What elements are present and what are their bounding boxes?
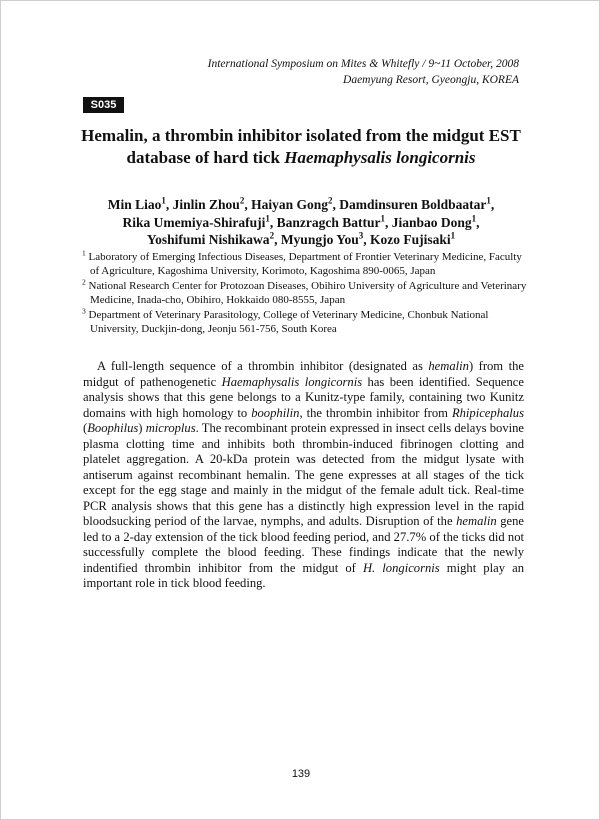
author-affiliation-mark: 1 <box>161 195 166 206</box>
author-name: Damdinsuren Boldbaatar <box>339 197 487 212</box>
affiliation-number: 2 <box>82 277 86 287</box>
conference-line: International Symposium on Mites & Whitefly / 9~11 October, 2008 <box>207 58 519 70</box>
author-name: Jianbao Dong <box>391 214 472 230</box>
author: Yoshifumi Nishikawa$^2$, <box>146 230 281 247</box>
author: Jianbao Dong$^1$, <box>391 213 480 230</box>
paper-title <box>71 125 531 169</box>
author-name: Myungjo You <box>280 232 359 247</box>
author-affiliation-mark: 3 <box>358 230 364 241</box>
page-number: 139 <box>291 768 311 780</box>
author-name: Rika Umemiya-Shirafuji <box>122 214 266 230</box>
author: Rika Umemiya-Shirafuji$^1$, <box>122 213 277 230</box>
abstract-italic-term: Boophilus <box>87 421 139 435</box>
author-affiliation-mark: 1 <box>265 213 270 223</box>
author-affiliation-mark: 1 <box>471 213 477 223</box>
abstract-italic-term: Rhipicephalus <box>451 405 524 420</box>
abstract-italic-term: hemalin <box>428 359 469 373</box>
venue-line: Daemyung Resort, Gyeongju, KOREA <box>343 74 519 86</box>
abstract-italic-term: Haemaphysalis longicornis <box>221 374 363 389</box>
abstract-text: ( <box>83 421 88 435</box>
abstract-italic-term: H. longicornis <box>362 560 440 575</box>
author: Min Liao$^1$, <box>107 195 173 212</box>
title-line-2 <box>71 147 531 169</box>
author: Jinlin Zhou$^2$, <box>172 195 252 212</box>
abstract-text: , the thrombin inhibitor from <box>299 405 452 420</box>
author: Haiyan Gong$^2$, <box>251 195 340 212</box>
author-name: Jinlin Zhou <box>172 197 240 212</box>
author-name: Kozo Fujisaki <box>369 232 451 247</box>
affiliation-text: National Research Center for Protozoan Diseases, Obihiro University of Agriculture and Veterinary Medicine, Inada-cho, Obihiro, Hokkaido 080-8555, Japan <box>88 279 527 307</box>
author-list <box>71 196 531 249</box>
affiliation-text: Laboratory of Emerging Infectious Diseases, Department of Frontier Veterinary Medicine, Faculty of Agriculture, Kagoshima University, Korimoto, Kagoshima 890-0065, Japan <box>88 251 522 278</box>
affiliation-item <box>82 305 532 337</box>
author-name: Yoshifumi Nishikawa <box>146 232 270 247</box>
title-line-1: Hemalin, a thrombin inhibitor isolated from the midgut EST <box>81 126 521 145</box>
author-name: Haiyan Gong <box>251 197 328 212</box>
affiliation-number: 3 <box>82 305 86 315</box>
author: Myungjo You$^3$, <box>280 230 370 247</box>
affiliation-list <box>82 250 532 336</box>
author-affiliation-mark: 1 <box>486 195 491 206</box>
affiliation-item <box>82 250 532 279</box>
title-species: Haemaphysalis longicornis <box>284 148 476 167</box>
author <box>370 232 455 247</box>
abstract-text: has been identified. Sequence analysis shows that this gene belongs to a Kunitz-type family, containing two Kunitz domains with high homology to <box>83 374 524 420</box>
abstract-italic-term: boophilin <box>251 405 300 420</box>
affiliation-number: 1 <box>82 248 86 258</box>
abstract-text: might play an important role in tick blood feeding. <box>83 560 524 590</box>
abstract-body <box>83 359 524 592</box>
abstract-paragraph <box>83 359 524 592</box>
author-affiliation-mark: 2 <box>327 195 333 206</box>
title-line-2-text: database of hard tick <box>126 148 285 167</box>
abstract-text: . The recombinant protein expressed in insect cells delays bovine plasma clotting time and inhibits both thrombin-induced fibrinogen clotting and platelet aggregation. A 20-kDa protein was detected from the midgut lysate with antiserum against recombinant hemalin. The gene expresses at all stages of the tick except for the egg stage and mainly in the midgut of the female adult tick. Real-time PCR analysis shows that this gene has a distinctly high expression level in the rapid bloodsucking period of the larvae, nymphs, and adults. Disruption of the <box>83 421 525 528</box>
author-affiliation-mark: 2 <box>239 195 245 206</box>
author-affiliation-mark: 1 <box>450 230 456 241</box>
abstract-italic-term: hemalin <box>456 514 497 528</box>
abstract-text: gene led to a 2-day extension of the tick blood feeding period, and 27.7% of the ticks did not successfully complete the blood feeding. These findings indicate that the newly indentified thrombin inhibitor from the midgut of <box>83 514 524 575</box>
author-name: Min Liao <box>107 197 162 212</box>
author: Damdinsuren Boldbaatar$^1$, <box>339 195 495 212</box>
abstract-text: ) from the midgut of pathenogenetic <box>83 359 524 389</box>
author-affiliation-mark: 2 <box>269 230 275 241</box>
affiliation-item <box>82 279 532 308</box>
abstract-italic-term: microplus <box>145 421 196 435</box>
author-name: Banzragch Battur <box>276 214 381 230</box>
abstract-text: ) <box>138 421 146 435</box>
author-affiliation-mark: 1 <box>380 213 385 223</box>
abstract-code-badge: S035 <box>83 97 124 113</box>
affiliation-text: Department of Veterinary Parasitology, College of Veterinary Medicine, Chonbuk National University, Duckjin-dong, Jeonju 561-756, South Korea <box>88 308 489 336</box>
abstract-text: A full-length sequence of a thrombin inhibitor (designated as <box>97 359 429 373</box>
author: Banzragch Battur$^1$, <box>276 213 392 230</box>
